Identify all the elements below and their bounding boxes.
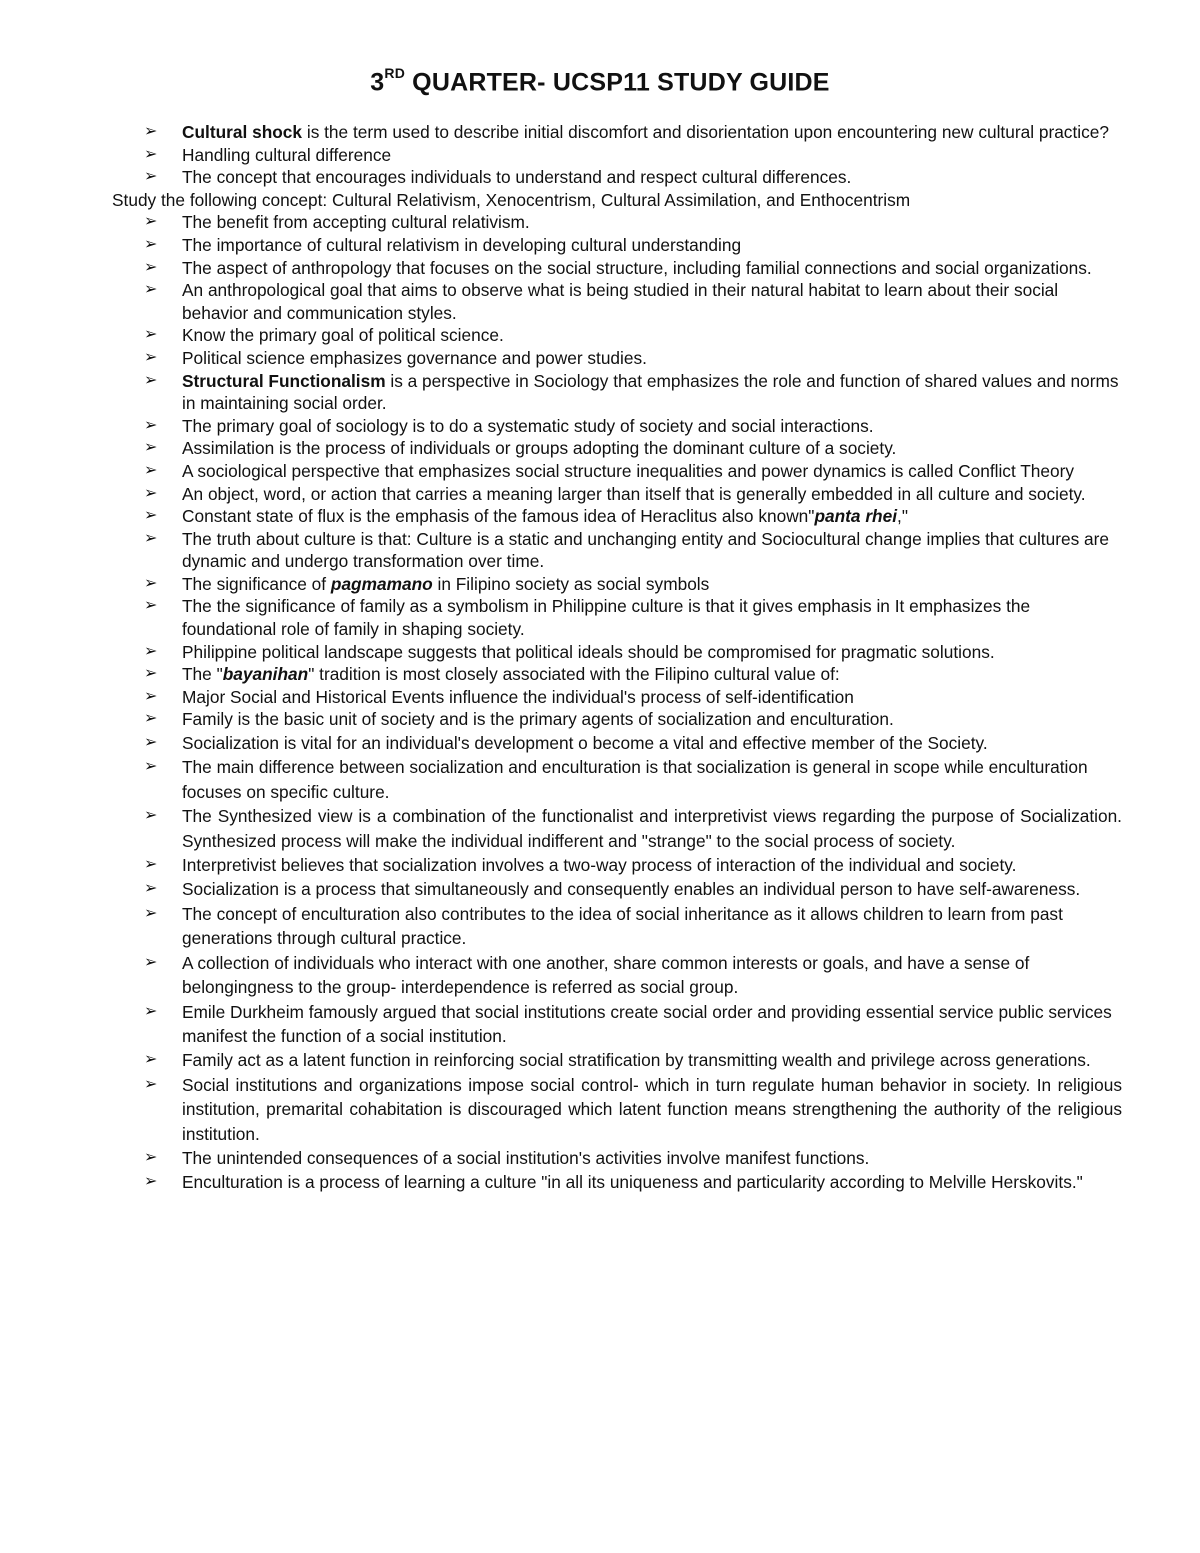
arrow-bullet-icon: ➢ [144, 1075, 158, 1093]
bullet-item [112, 505, 1122, 528]
bold-term: Cultural shock [182, 122, 303, 142]
bullet-text: is a perspective in Sociology that emphasizes the role and function of shared values and norms in maintaining social order. [182, 370, 1119, 414]
bullet-item [112, 279, 1122, 324]
bullet-item [112, 573, 1122, 596]
bullet-text: Major Social and Historical Events influence the individual's process of self-identification [182, 686, 854, 707]
emphasized-term: bayanihan [222, 664, 309, 685]
bullet-text: Social institutions and organizations impose social control- which in turn regulate human behavior in society. In religious institution, premarital cohabitation is discouraged which latent function means strengthening the authority of the religious institution. [182, 1074, 1122, 1144]
bullet-item [112, 460, 1122, 483]
bullet-item [112, 804, 1122, 853]
bullet-text: The primary goal of sociology is to do a systematic study of society and social interactions. [182, 415, 874, 436]
arrow-bullet-icon: ➢ [144, 1148, 158, 1166]
intro-bullet-list [112, 121, 1122, 189]
arrow-bullet-icon: ➢ [144, 123, 158, 140]
bullet-item [112, 1170, 1122, 1194]
bullet-text: The unintended consequences of a social institution's activities involve manifest functions. [182, 1147, 870, 1168]
arrow-bullet-icon: ➢ [144, 807, 158, 825]
bullet-text: A sociological perspective that emphasizes social structure inequalities and power dynamics is called Conflict Theory [182, 460, 1075, 481]
emphasized-term: pagmamano [330, 573, 433, 594]
bullet-item [112, 234, 1122, 257]
bullet-text-suffix: " tradition is most closely associated with the Filipino cultural value of: [308, 664, 840, 685]
arrow-bullet-icon: ➢ [144, 642, 158, 660]
arrow-bullet-icon: ➢ [144, 1051, 158, 1069]
arrow-bullet-icon: ➢ [144, 416, 158, 434]
arrow-bullet-icon: ➢ [144, 281, 158, 299]
arrow-bullet-icon: ➢ [144, 734, 158, 752]
emphasized-term: panta rhei [814, 506, 898, 527]
main-bullet-list [112, 211, 1122, 1194]
bullet-text: The significance of [182, 573, 331, 594]
bullet-item [112, 324, 1122, 347]
arrow-bullet-icon: ➢ [144, 574, 158, 592]
bullet-text: The benefit from accepting cultural relativism. [182, 212, 530, 233]
bullet-item [112, 1048, 1122, 1072]
bullet-item [112, 166, 1122, 189]
bullet-text: The concept of enculturation also contributes to the idea of social inheritance as it allows children to learn from past generations through cultural practice. [182, 903, 1063, 949]
bullet-text: The " [182, 664, 223, 685]
arrow-bullet-icon: ➢ [144, 484, 158, 502]
bullet-item [112, 1146, 1122, 1170]
bullet-item [112, 877, 1122, 901]
arrow-bullet-icon: ➢ [144, 904, 158, 922]
bullet-item [112, 686, 1122, 709]
arrow-bullet-icon: ➢ [144, 710, 158, 728]
bullet-text: Constant state of flux is the emphasis of the famous idea of Heraclitus also known" [182, 506, 815, 527]
bullet-text: Handling cultural difference [182, 144, 392, 165]
arrow-bullet-icon: ➢ [144, 529, 158, 547]
bullet-text: An anthropological goal that aims to observe what is being studied in their natural habitat to learn about their social behavior and communication styles. [182, 280, 1059, 323]
bullet-item [112, 1073, 1122, 1146]
arrow-bullet-icon: ➢ [144, 145, 158, 163]
bullet-text: Assimilation is the process of individuals or groups adopting the dominant culture of a society. [182, 438, 897, 459]
bullet-item [112, 731, 1122, 755]
arrow-bullet-icon: ➢ [144, 439, 158, 457]
arrow-bullet-icon: ➢ [144, 880, 158, 898]
bullet-item [112, 370, 1122, 415]
arrow-bullet-icon: ➢ [144, 507, 158, 525]
study-guide-content [112, 121, 1122, 1195]
bullet-text: The Synthesized view is a combination of the functionalist and interpretivist views regarding the purpose of Socialization. Synthesized process will make the individual indifferent and "strange" to the social process of society. [182, 806, 1122, 851]
arrow-bullet-icon: ➢ [144, 856, 158, 874]
bullet-text: The main difference between socialization and enculturation is that socialization is general in scope while enculturation focuses on specific culture. [182, 757, 1088, 802]
arrow-bullet-icon: ➢ [144, 665, 158, 683]
bold-term: Structural Functionalism [182, 370, 386, 391]
bullet-text: Enculturation is a process of learning a culture "in all its uniqueness and particularity according to Melville Herskovits." [182, 1172, 1083, 1193]
arrow-bullet-icon: ➢ [144, 258, 158, 276]
arrow-bullet-icon: ➢ [144, 687, 158, 705]
bullet-item [112, 663, 1122, 686]
bullet-item [112, 257, 1122, 280]
bullet-item [112, 144, 1122, 167]
bullet-text-suffix: ," [897, 506, 908, 527]
arrow-bullet-icon: ➢ [144, 1173, 158, 1191]
bullet-item [112, 121, 1122, 144]
bullet-item [112, 708, 1122, 731]
bullet-text: Socialization is vital for an individual's development o become a vital and effective member of the Society. [182, 733, 988, 754]
arrow-bullet-icon: ➢ [144, 371, 158, 389]
arrow-bullet-icon: ➢ [144, 348, 158, 366]
bullet-item [112, 211, 1122, 234]
arrow-bullet-icon: ➢ [144, 758, 158, 776]
bullet-text: Political science emphasizes governance and power studies. [182, 347, 647, 368]
bullet-text: The concept that encourages individuals to understand and respect cultural differences. [182, 167, 852, 188]
arrow-bullet-icon: ➢ [144, 213, 158, 231]
bullet-item [112, 595, 1122, 640]
bullet-item [112, 1000, 1122, 1049]
page-title: 3RD QUARTER- UCSP11 STUDY GUIDE [370, 65, 830, 97]
bullet-text: Family act as a latent function in reinforcing social stratification by transmitting wealth and privilege across generations. [182, 1050, 1091, 1071]
study-concepts-line: Study the following concept: Cultural Relativism, Xenocentrism, Cultural Assimilation, and Enthocentrism [112, 189, 911, 210]
arrow-bullet-icon: ➢ [144, 235, 158, 253]
arrow-bullet-icon: ➢ [144, 461, 158, 479]
bullet-text: Family is the basic unit of society and is the primary agents of socialization and enculturation. [182, 709, 894, 730]
bullet-text: Socialization is a process that simultaneously and consequently enables an individual person to have self-awareness. [182, 879, 1081, 900]
bullet-text: The importance of cultural relativism in developing cultural understanding [182, 234, 742, 255]
bullet-item [112, 951, 1122, 1000]
arrow-bullet-icon: ➢ [144, 1002, 158, 1020]
bullet-text-suffix: in Filipino society as social symbols [432, 573, 710, 594]
bullet-item [112, 483, 1122, 506]
bullet-item [112, 437, 1122, 460]
arrow-bullet-icon: ➢ [144, 326, 158, 344]
bullet-text: Philippine political landscape suggests that political ideals should be compromised for pragmatic solutions. [182, 641, 995, 662]
bullet-item [112, 347, 1122, 370]
arrow-bullet-icon: ➢ [144, 953, 158, 971]
bullet-text: Emile Durkheim famously argued that social institutions create social order and providing essential service public services manifest the function of a social institution. [182, 1001, 1112, 1046]
bullet-item [112, 853, 1122, 877]
bullet-text: The the significance of family as a symbolism in Philippine culture is that it gives emphasis in It emphasizes the foundational role of family in shaping society. [182, 596, 1031, 640]
bullet-text: Know the primary goal of political science. [182, 325, 504, 346]
bullet-text: Interpretivist believes that socialization involves a two-way process of interaction of the individual and society. [182, 855, 1017, 876]
bullet-item [112, 528, 1122, 573]
arrow-bullet-icon: ➢ [144, 597, 158, 615]
bullet-item [112, 902, 1122, 951]
bullet-text: A collection of individuals who interact with one another, share common interests or goals, and have a sense of belongingness to the group- interdependence is referred as social group. [182, 952, 1030, 998]
bullet-item [112, 641, 1122, 664]
bullet-item [112, 755, 1122, 804]
bullet-text: An object, word, or action that carries a meaning larger than itself that is generally embedded in all culture and society. [182, 483, 1086, 504]
bullet-text: The aspect of anthropology that focuses on the social structure, including familial connections and social organizations. [182, 257, 1092, 278]
bullet-text: is the term used to describe initial discomfort and disorientation upon encountering new cultural practice? [302, 122, 1109, 142]
bullet-item [112, 415, 1122, 438]
bullet-text: The truth about culture is that: Culture is a static and unchanging entity and Sociocultural change implies that cultures are dynamic and undergo transformation over time. [182, 528, 1109, 572]
arrow-bullet-icon: ➢ [144, 168, 158, 186]
title-superscript: RD [384, 65, 406, 81]
